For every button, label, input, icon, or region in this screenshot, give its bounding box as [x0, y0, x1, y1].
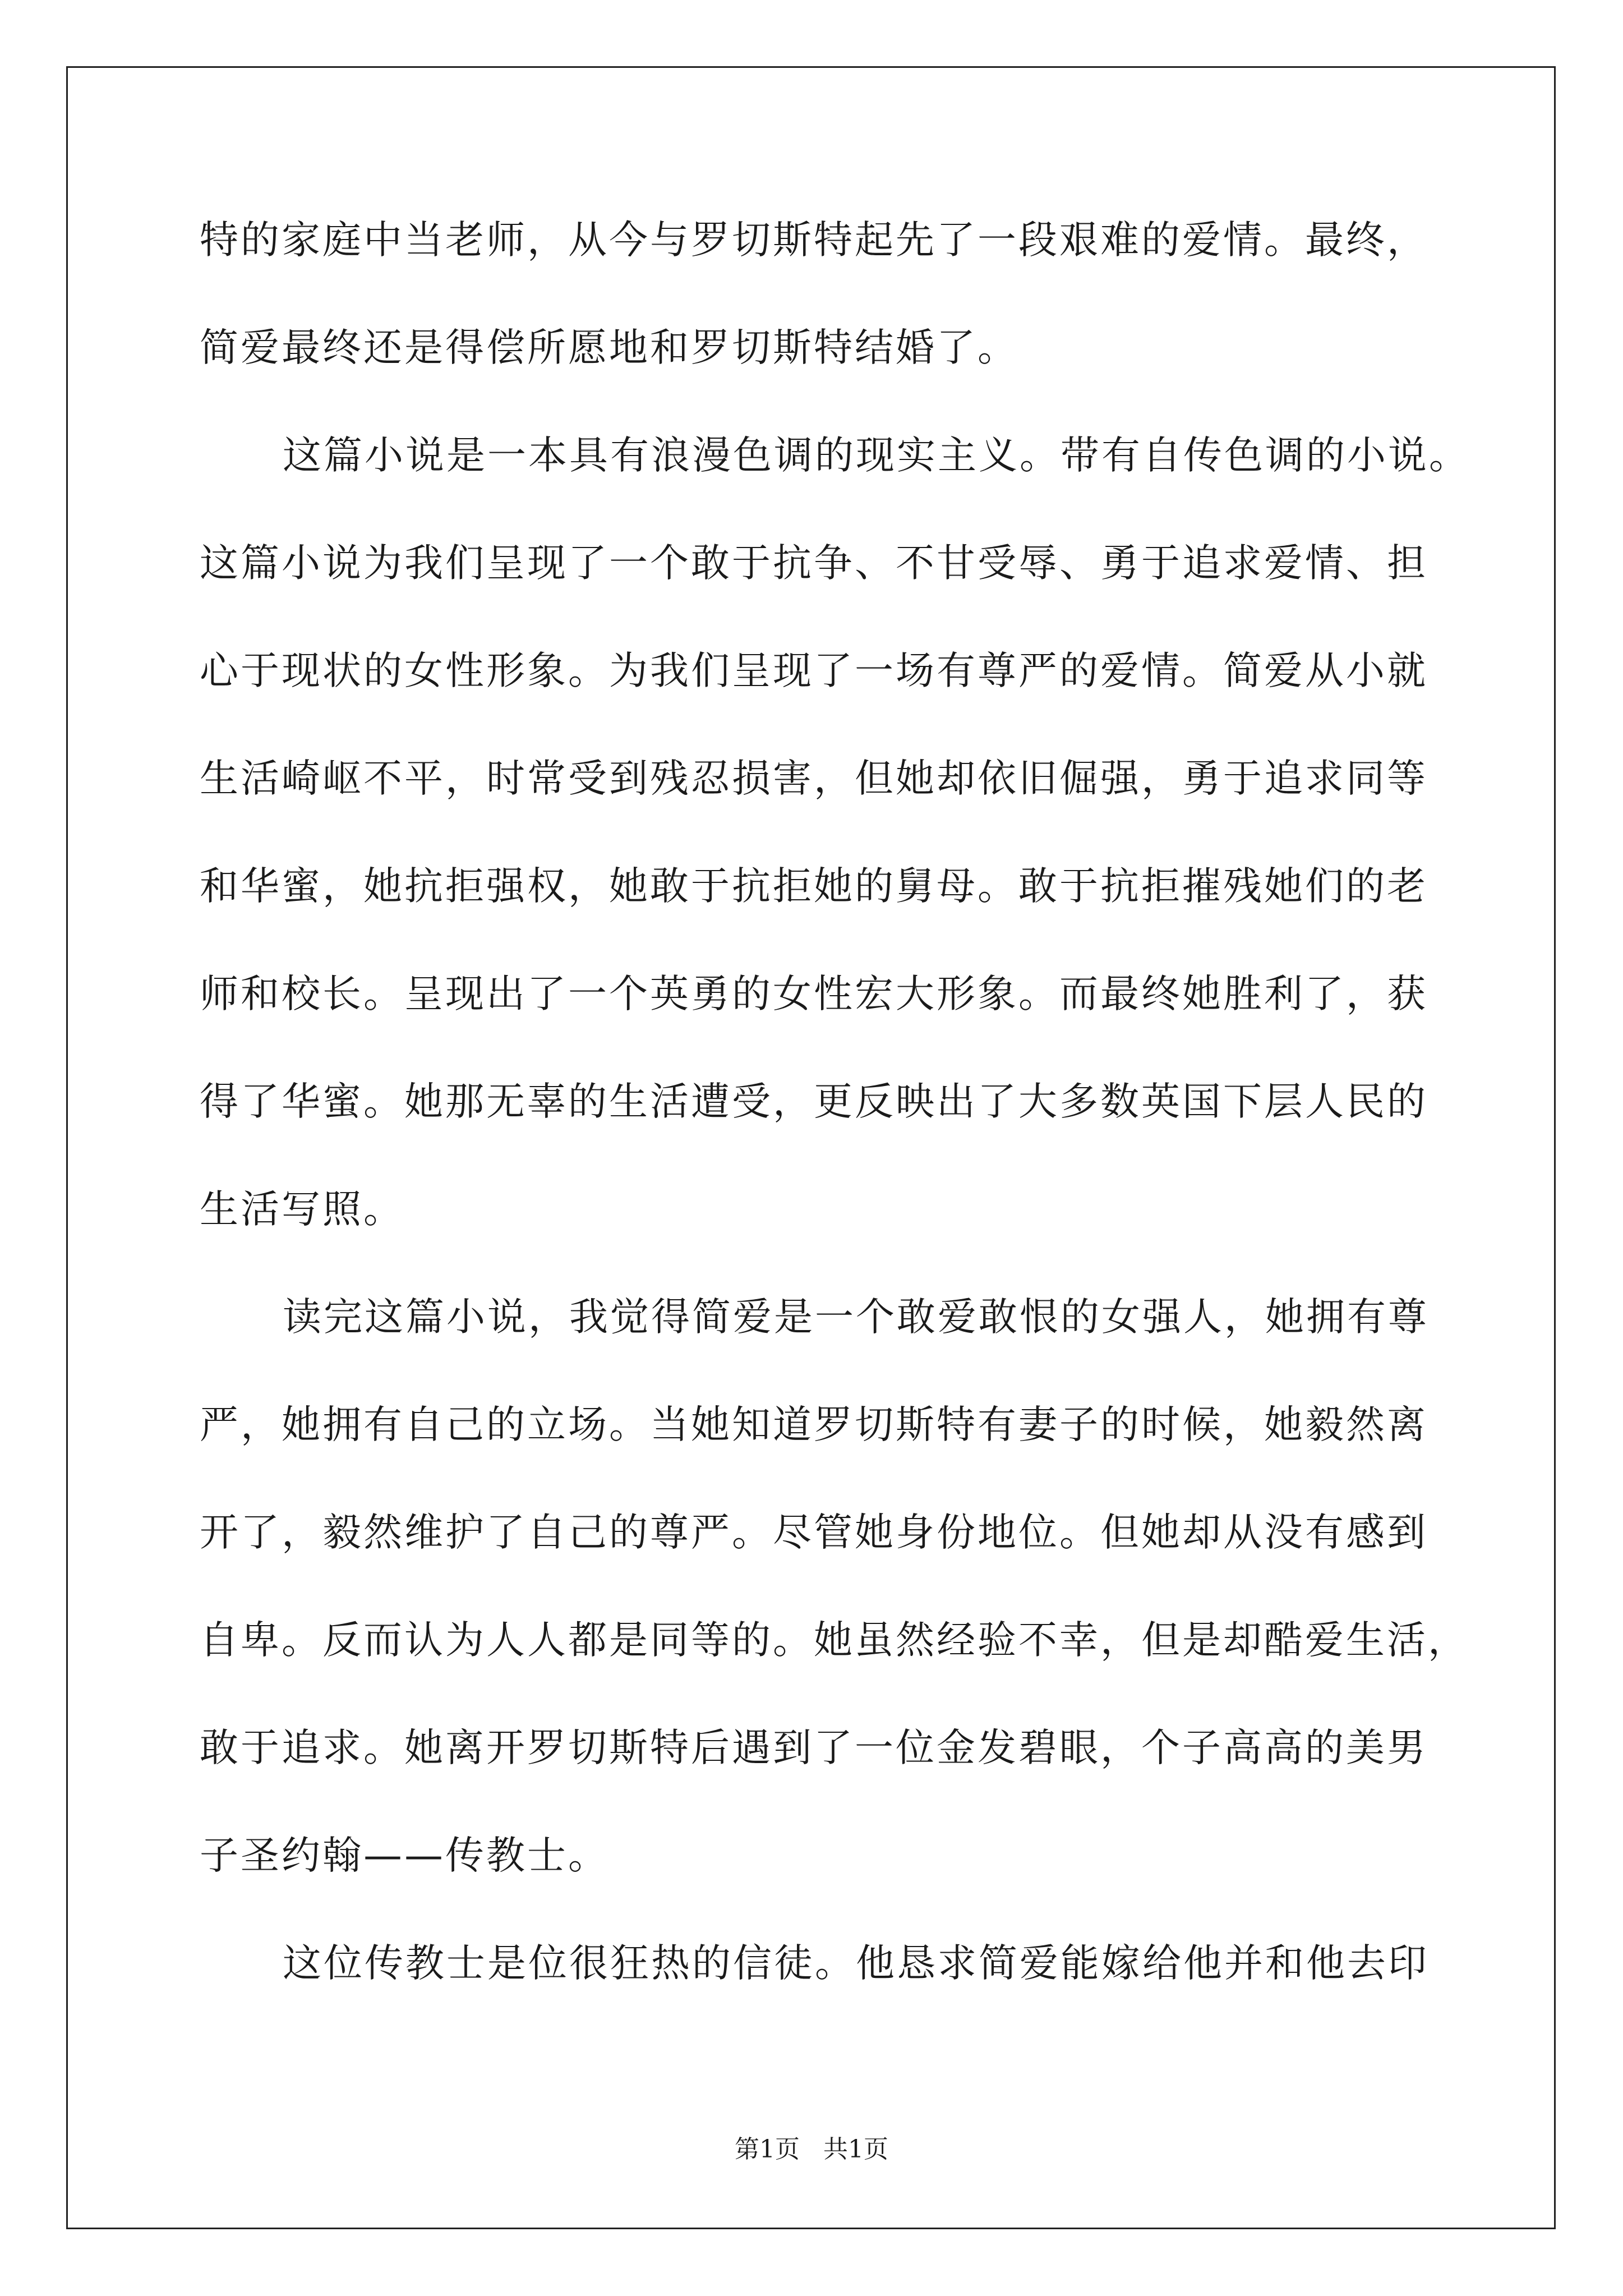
text-line: 子圣约翰——传教士。: [200, 1833, 609, 1878]
text-line: 这篇小说为我们呈现了一个敢于抗争、不甘受辱、勇于追求爱情、担: [200, 541, 1428, 586]
text-line: 简爱最终还是得偿所愿地和罗切斯特结婚了。: [200, 325, 1018, 370]
text-line: 和华蜜，她抗拒强权，她敢于抗拒她的舅母。敢于抗拒摧残她们的老: [200, 864, 1428, 909]
text-line: 得了华蜜。她那无辜的生活遭受，更反映出了大多数英国下层人民的: [200, 1079, 1428, 1124]
text-line: 师和校长。呈现出了一个英勇的女性宏大形象。而最终她胜利了，获: [200, 972, 1428, 1016]
text-line: 自卑。反而认为人人都是同等的。她虽然经验不幸，但是却酷爱生活，: [200, 1618, 1469, 1663]
text-line: 这篇小说是一本具有浪漫色调的现实主义。带有自传色调的小说。: [283, 433, 1470, 478]
text-line: 生活写照。: [200, 1187, 404, 1232]
text-line: 心于现状的女性形象。为我们呈现了一场有尊严的爱情。简爱从小就: [200, 648, 1428, 693]
text-line: 生活崎岖不平，时常受到残忍损害，但她却依旧倔强，勇于追求同等: [200, 756, 1428, 801]
text-line: 开了，毅然维护了自己的尊严。尽管她身份地位。但她却从没有感到: [200, 1510, 1428, 1555]
text-line: 敢于追求。她离开罗切斯特后遇到了一位金发碧眼，个子高高的美男: [200, 1726, 1428, 1770]
text-line: 读完这篇小说，我觉得简爱是一个敢爱敢恨的女强人，她拥有尊: [283, 1295, 1429, 1340]
page-border: [66, 66, 1556, 2229]
page-footer: 第1页 共1页: [735, 2135, 888, 2164]
text-line: 这位传教士是位很狂热的信徒。他恳求简爱能嫁给他并和他去印: [283, 1941, 1429, 1986]
text-line: 严，她拥有自己的立场。当她知道罗切斯特有妻子的时候，她毅然离: [200, 1402, 1428, 1447]
text-line: 特的家庭中当老师，从今与罗切斯特起先了一段艰难的爱情。最终，: [200, 218, 1428, 263]
